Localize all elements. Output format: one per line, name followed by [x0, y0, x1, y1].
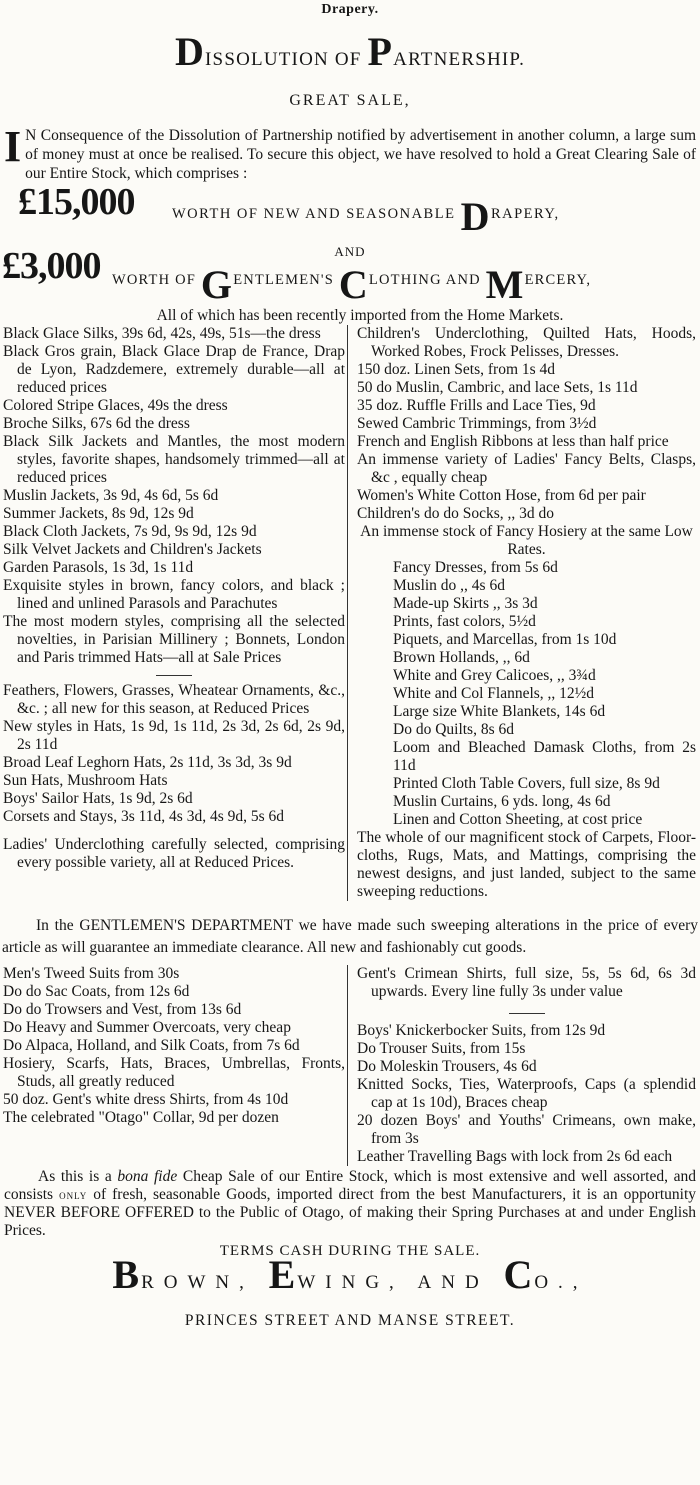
list-item: Black Gros grain, Black Glace Drap de France, Drap de Lyon, Radzdemere, extremely durable—all at reduced prices	[3, 343, 345, 396]
list-item: Black Cloth Jackets, 7s 9d, 9s 9d, 12s 9d	[3, 523, 257, 540]
closing-italic: bona fide	[117, 1168, 178, 1185]
divider	[156, 675, 192, 676]
headline-initial-g: G	[200, 262, 234, 307]
list-item: Printed Cloth Table Covers, full size, 8s 9d	[393, 775, 660, 792]
headline-clothing	[0, 245, 700, 307]
hosiery-note: An immense stock of Fancy Hosiery at the same Low Rates.	[360, 523, 693, 558]
firm-initial-e: E	[268, 1252, 298, 1297]
list-item: Hosiery, Scarfs, Hats, Braces, Umbrellas, Fronts, Studs, all greatly reduced	[3, 1055, 345, 1090]
list-item: Men's Tweed Suits from 30s	[3, 965, 180, 982]
headline-drapery	[0, 181, 700, 241]
list-item: Do Trouser Suits, from 15s	[357, 1040, 526, 1057]
list-item: Gent's Crimean Shirts, full size, 5s, 5s 6d, 6s 3d upwards. Every line fully 3s under value	[357, 965, 696, 1000]
headline-clothing-text	[112, 262, 592, 307]
list-item: Knitted Socks, Ties, Waterproofs, Caps (a splendid cap at 1s 10d), Braces cheap	[357, 1076, 696, 1111]
address-line: PRINCES STREET AND MANSE STREET.	[184, 1312, 516, 1329]
firm-text-3: O.,	[534, 1272, 588, 1293]
list-item: Ladies' Underclothing carefully selected, comprising every possible variety, all at Reduced Prices.	[3, 836, 345, 871]
firm-text-2: WING, AND	[297, 1272, 504, 1293]
firm-initial-c: C	[503, 1252, 535, 1297]
list-item: Colored Stripe Glaces, 49s the dress	[3, 397, 228, 414]
closing-text-2: Cheap Sale of our Entire Stock, which is most extensive and well assorted, and consists	[4, 1168, 696, 1203]
list-item: Linen and Cotton Sheeting, at cost price	[393, 811, 643, 828]
list-item: Do Alpaca, Holland, and Silk Coats, from 7s 6d	[3, 1037, 300, 1054]
headline-and: AND	[334, 244, 366, 259]
list-item: Broche Silks, 67s 6d the dress	[3, 415, 190, 432]
headline-g-rest: ENTLEMEN'S	[233, 272, 339, 288]
list-item: Garden Parasols, 1s 3d, 1s 11d	[3, 559, 194, 576]
ladies-left-column	[0, 325, 347, 901]
list-item: French and English Ribbons at less than half price	[357, 433, 669, 450]
list-item: New styles in Hats, 1s 9d, 1s 11d, 2s 3d, 2s 6d, 2s 9d, 2s 11d	[3, 718, 345, 753]
headline-c-rest: LOTHING AND	[368, 272, 486, 288]
title-text-1: ISSOLUTION OF	[205, 49, 368, 70]
title-initial-d: D	[174, 29, 206, 74]
list-item: Black Silk Jackets and Mantles, the most modern styles, favorite shapes, handsomely trimmed—all at reduced prices	[3, 433, 345, 486]
gent-paragraph-text: In the GENTLEMEN'S DEPARTMENT we have made such sweeping alterations in the price of every article as will guarantee an immediate clearance. All new and fashionably cut goods.	[2, 917, 698, 956]
headline-m-rest: ERCERY,	[524, 272, 592, 288]
list-item: An immense variety of Ladies' Fancy Belts, Clasps, &c , equally cheap	[357, 451, 696, 486]
list-item: Feathers, Flowers, Grasses, Wheatear Ornaments, &c., &c. ; all new for this season, at Reduced Prices	[3, 682, 345, 717]
intro-paragraph	[4, 122, 696, 183]
headline-clothing-words: WORTH OF	[112, 272, 201, 288]
list-item: Do Moleskin Trousers, 4s 6d	[357, 1058, 537, 1075]
list-item: Brown Hollands, ,, 6d	[393, 649, 530, 666]
list-item: Do do Trowsers and Vest, from 13s 6d	[3, 1001, 242, 1018]
ladies-columns	[0, 325, 700, 901]
amount-15000: £15,000	[18, 181, 135, 223]
imported-line: All of which has been recently imported from the Home Markets.	[156, 307, 564, 324]
amount-3000: £3,000	[2, 245, 101, 287]
intro-drop-cap: I	[4, 122, 22, 171]
closing-text-1: As this is a	[38, 1168, 118, 1185]
list-item: Summer Jackets, 8s 9d, 12s 9d	[3, 505, 194, 522]
headline-drapery-rest: RAPERY,	[490, 206, 560, 222]
list-item: 35 doz. Ruffle Frills and Lace Ties, 9d	[357, 397, 596, 414]
section-heading: Drapery.	[321, 2, 379, 17]
list-item: Children's do do Socks, ,, 3d do	[357, 505, 554, 522]
list-item: Muslin do ,, 4s 6d	[393, 577, 505, 594]
list-item: White and Col Flannels, ,, 12½d	[393, 685, 595, 702]
firm-text-1: ROWN,	[141, 1272, 269, 1293]
list-item: Do do Quilts, 8s 6d	[393, 721, 514, 738]
closing-only: only	[59, 1187, 88, 1202]
headline-initial-c: C	[338, 262, 369, 307]
list-item: Exquisite styles in brown, fancy colors, and black ; lined and unlined Parasols and Parachutes	[3, 577, 345, 612]
gentlemens-department-paragraph	[0, 915, 700, 959]
headline-initial-m: M	[485, 262, 525, 307]
list-item: 50 doz. Gent's white dress Shirts, from 4s 10d	[3, 1091, 289, 1108]
list-item: Do Heavy and Summer Overcoats, very cheap	[3, 1019, 291, 1036]
list-item: The celebrated "Otago" Collar, 9d per dozen	[3, 1109, 279, 1126]
gent-left-column	[0, 965, 347, 1166]
gent-right-column	[347, 965, 700, 1166]
list-item: 150 doz. Linen Sets, from 1s 4d	[357, 361, 556, 378]
spacer	[3, 826, 345, 836]
list-item: Muslin Curtains, 6 yds. long, 4s 6d	[393, 793, 611, 810]
firm-initial-b: B	[112, 1252, 142, 1297]
list-item: Piquets, and Marcellas, from 1s 10d	[393, 631, 617, 648]
list-item: Prints, fast colors, 5½d	[393, 613, 536, 630]
divider	[509, 1013, 545, 1014]
list-item: The most modern styles, comprising all the selected novelties, in Parisian Millinery ; Bonnets, London and Paris trimmed Hats—all at Sale Prices	[3, 613, 345, 666]
title-initial-p: P	[367, 29, 394, 74]
list-item: Broad Leaf Leghorn Hats, 2s 11d, 3s 3d, 3s 9d	[3, 754, 292, 771]
closing-text-3: of fresh, seasonable Goods, imported direct from the best Manufacturers, it is an opportunity NEVER BEFORE OFFERED to the Public of Otago, of making their Spring Purchases at and under English Prices.	[4, 1186, 697, 1239]
advert-title	[0, 29, 700, 74]
list-item: Children's Underclothing, Quilted Hats, Hoods, Worked Robes, Frock Pelisses, Dresses.	[357, 325, 696, 360]
carpets-note: The whole of our magnificent stock of Carpets, Floor-cloths, Rugs, Mats, and Mattings, comprising the newest designs, and just landed, subject to the same sweeping reductions.	[357, 829, 696, 900]
headline-drapery-text	[172, 194, 560, 239]
list-item: Silk Velvet Jackets and Children's Jackets	[3, 541, 262, 558]
firm-name	[0, 1252, 700, 1308]
list-item: White and Grey Calicoes, ,, 3¾d	[393, 667, 596, 684]
headline-drapery-initial: D	[460, 194, 491, 239]
list-item: Sun Hats, Mushroom Hats	[3, 772, 168, 789]
gent-columns	[0, 965, 700, 1166]
advert-subtitle: GREAT SALE,	[289, 92, 411, 109]
list-item: Muslin Jackets, 3s 9d, 4s 6d, 5s 6d	[3, 487, 219, 504]
list-item: Leather Travelling Bags with lock from 2s 6d each	[357, 1148, 673, 1165]
list-item: Boys' Knickerbocker Suits, from 12s 9d	[357, 1022, 606, 1039]
headline-drapery-words: WORTH OF NEW AND SEASONABLE	[172, 206, 461, 222]
list-item: Do do Sac Coats, from 12s 6d	[3, 983, 190, 1000]
title-text-2: ARTNERSHIP.	[393, 49, 526, 70]
ladies-right-column	[347, 325, 700, 901]
list-item: Black Glace Silks, 39s 6d, 42s, 49s, 51s—the dress	[3, 325, 321, 342]
intro-text: N Consequence of the Dissolution of Partnership notified by advertisement in another column, a large sum of money must at once be realised. To secure this object, we have resolved to hold a Great Clearing Sale of our Entire Stock, which comprises :	[25, 127, 696, 182]
list-item: Women's White Cotton Hose, from 6d per pair	[357, 487, 646, 504]
list-item: Corsets and Stays, 3s 11d, 4s 3d, 4s 9d, 5s 6d	[3, 808, 285, 825]
terms-line: TERMS CASH DURING THE SALE.	[219, 1243, 481, 1259]
list-item: Boys' Sailor Hats, 1s 9d, 2s 6d	[3, 790, 193, 807]
list-item: 20 dozen Boys' and Youths' Crimeans, own make, from 3s	[357, 1112, 696, 1147]
list-item: Fancy Dresses, from 5s 6d	[393, 559, 558, 576]
list-item: 50 do Muslin, Cambric, and lace Sets, 1s 11d	[357, 379, 638, 396]
list-item: Loom and Bleached Damask Cloths, from 2s 11d	[393, 739, 696, 774]
list-item: Made-up Skirts ,, 3s 3d	[393, 595, 538, 612]
list-item: Large size White Blankets, 14s 6d	[393, 703, 606, 720]
list-item: Sewed Cambric Trimmings, from 3½d	[357, 415, 597, 432]
closing-paragraph	[4, 1168, 696, 1240]
